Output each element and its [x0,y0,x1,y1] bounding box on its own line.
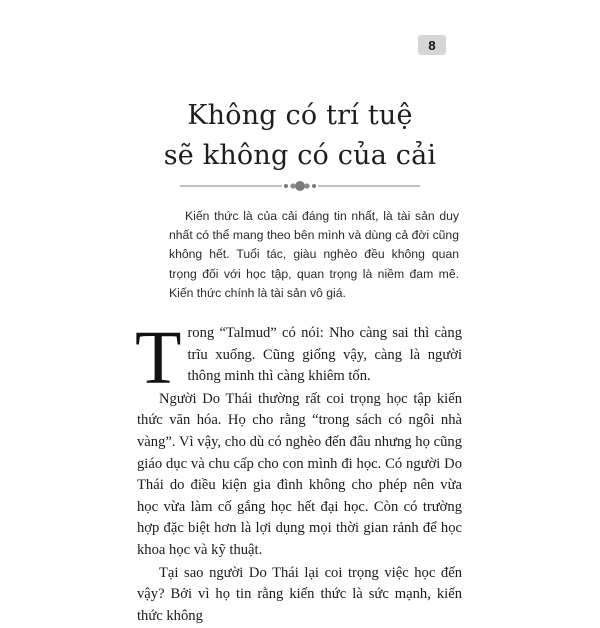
chapter-intro [169,207,459,303]
chapter-title-line-2: sẽ không có của cải [163,140,437,171]
body-paragraph-1 [135,316,462,400]
body-paragraph-3: Tại sao người Do Thái lại coi trọng việc học đến vậy? Bởi vì họ tin rằng kiến thức là sức mạnh, kiến thức không [137,564,462,624]
ornamental-divider [180,178,420,194]
chapter-body [135,316,462,628]
chapter-title-line-1: Không có trí tuệ [187,100,413,131]
page-number-badge: 8 [418,35,446,55]
body-paragraph-1-text: rong “Talmud” có nói: Nho càng sai thì càng trĩu xuống. Cũng giống vậy, càng là người thông minh thì càng khiêm tốn. [187,325,462,385]
body-paragraph-2: Người Do Thái thường rất coi trọng học tập kiến thức văn hóa. Họ cho rằng “trong sách có ngôi nhà vàng”. Vì vậy, cho dù có nghèo đến đâu nhưng họ cũng giáo dục và chu cấp cho con mình đi học. Có người Do Thái do điều kiện gia đình không cho phép nên vừa học vừa làm cố gắng học hết đại học. Còn có trường hợp đặc biệt hơn là lợi dụng mọi thời gian rảnh để học khoa học và kỹ thuật. [137,390,462,558]
chapter-title [0,96,600,176]
intro-paragraph: Kiến thức là của cải đáng tin nhất, là tài sản duy nhất có thể mang theo bên mình và dùng cả đời cũng không hết. Tuổi tác, giàu nghèo đều không quan trọng đối với học tập, quan trọng là niềm đam mê. Kiến thức chính là tài sản vô giá. [169,209,459,300]
drop-cap: T [135,316,182,400]
